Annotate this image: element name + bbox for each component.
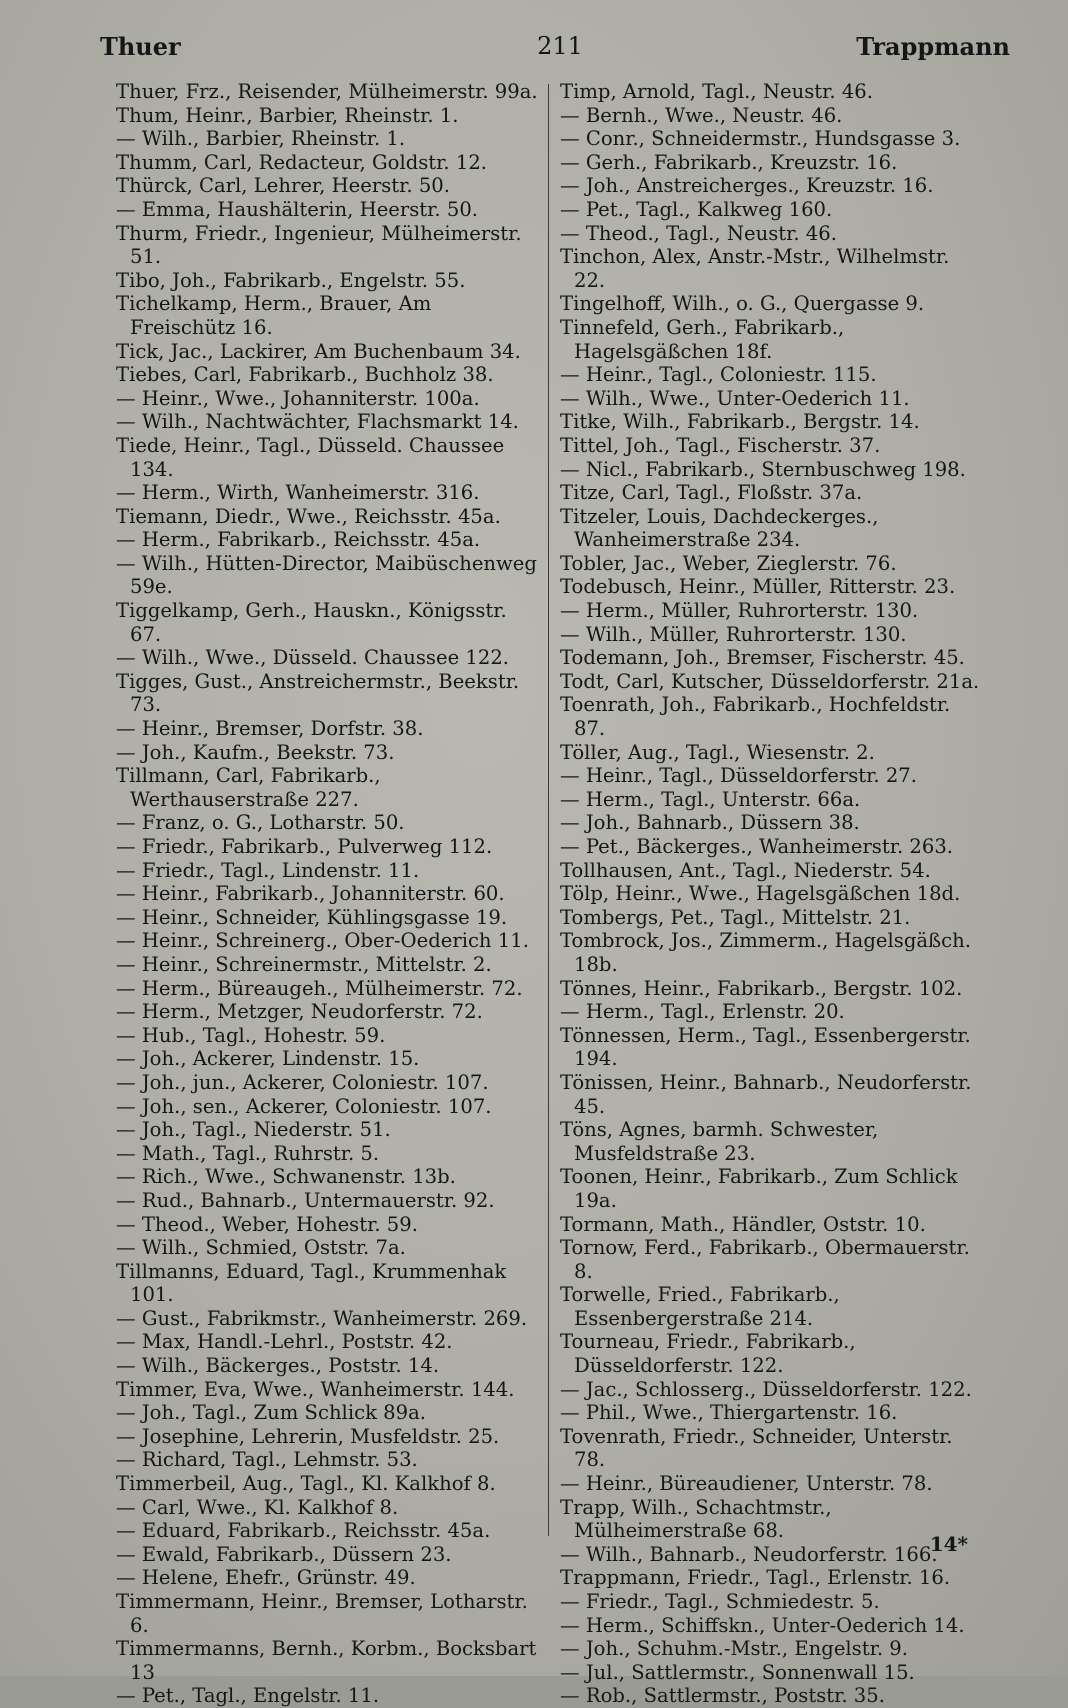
directory-entry: — Heinr., Bremser, Dorfstr. 38. [116,717,424,741]
directory-entry: — Franz, o. G., Lotharstr. 50. [116,811,405,835]
directory-entry: Tönnes, Heinr., Fabrikarb., Bergstr. 102. [560,976,963,1000]
directory-entry: — Heinr., Schneider, Kühlingsgasse 19. [116,905,508,929]
directory-entry: Tornow, Ferd., Fabrikarb., Obermauerstr. 8. [560,1236,970,1283]
directory-entry: — Joh., Kaufm., Beekstr. 73. [116,740,395,764]
directory-entry: — Pet., Bäckerges., Wanheimerstr. 263. [560,835,954,858]
directory-entry: — Joh., Bahnarb., Düssern 38. [560,811,860,835]
directory-entry: — Wilh., Schmied, Oststr. 7a. [116,1236,406,1260]
directory-entry: — Emma, Haushälterin, Heerstr. 50. [116,197,479,221]
directory-entry: Todt, Carl, Kutscher, Düsseldorferstr. 21a. [560,669,980,693]
directory-entry: — Friedr., Tagl., Schmiedestr. 5. [560,1590,880,1613]
directory-entry: Tiebes, Carl, Fabrikarb., Buchholz 38. [116,363,494,387]
directory-entry: — Hub., Tagl., Hohestr. 59. [116,1023,386,1047]
directory-entry: — Wilh., Hütten-Director, Maibüschenweg 59e. [116,551,537,599]
directory-entry: Tillmann, Carl, Fabrikarb., Werthauserstraße 227. [116,764,381,811]
page-header [100,32,1020,72]
directory-entry: Tölp, Heinr., Wwe., Hagelsgäßchen 18d. [560,882,961,906]
directory-entry: Todemann, Joh., Bremser, Fischerstr. 45. [560,646,965,670]
directory-entry: Thumm, Carl, Redacteur, Goldstr. 12. [116,150,488,174]
directory-entry: — Wilh., Bäckerges., Poststr. 14. [116,1354,440,1378]
directory-entry: Thürck, Carl, Lehrer, Heerstr. 50. [116,174,451,198]
directory-entry: Torwelle, Fried., Fabrikarb., Essenbergerstraße 214. [560,1283,840,1330]
directory-entry: — Eduard, Fabrikarb., Reichsstr. 45a. [116,1519,491,1543]
directory-entry: — Joh., Ackerer, Lindenstr. 15. [116,1047,420,1071]
directory-entry: — Herm., Fabrikarb., Reichsstr. 45a. [116,528,481,552]
directory-entry: — Pet., Tagl., Kalkweg 160. [560,197,833,221]
directory-entry: — Wilh., Wwe., Unter-Oederich 11. [560,386,910,410]
directory-entry: Timmermanns, Bernh., Korbm., Bocksbart 13 [116,1637,537,1684]
directory-entry: Trapp, Wilh., Schachtmstr., Mülheimerstraße 68. [560,1495,832,1543]
directory-entry: — Joh., Anstreicherges., Kreuzstr. 16. [560,174,934,198]
directory-entry: — Pet., Tagl., Engelstr. 11. [116,1684,380,1708]
directory-entry: — Richard, Tagl., Lehmstr. 53. [116,1448,418,1472]
directory-entry: Tinnefeld, Gerh., Fabrikarb., Hagelsgäßchen 18f. [560,315,845,363]
directory-entry: — Wilh., Barbier, Rheinstr. 1. [116,127,406,151]
directory-entry: Tollhausen, Ant., Tagl., Niederstr. 54. [560,858,931,882]
right-column [560,80,985,1708]
directory-entry: Tigges, Gust., Anstreichermstr., Beekstr. 73. [116,669,520,717]
directory-entry: Tiemann, Diedr., Wwe., Reichsstr. 45a. [116,504,501,528]
directory-entry: — Gerh., Fabrikarb., Kreuzstr. 16. [560,150,898,174]
directory-entry: Tichelkamp, Herm., Brauer, Am Freischütz 16. [116,292,432,339]
directory-entry: — Herm., Büreaugeh., Mülheimerstr. 72. [116,976,523,1000]
directory-entry: Tingelhoff, Wilh., o. G., Quergasse 9. [560,292,925,316]
directory-entry: — Gust., Fabrikmstr., Wanheimerstr. 269. [116,1306,528,1330]
directory-entry: Tibo, Joh., Fabrikarb., Engelstr. 55. [116,268,466,292]
directory-entry: — Friedr., Tagl., Lindenstr. 11. [116,858,420,882]
directory-entry: — Herm., Metzger, Neudorferstr. 72. [116,1000,483,1024]
directory-entry: Tiggelkamp, Gerh., Hauskn., Königsstr. 67. [116,599,507,646]
directory-entry: — Heinr., Tagl., Düsseldorferstr. 27. [560,764,917,788]
directory-entry: — Math., Tagl., Ruhrstr. 5. [116,1141,380,1165]
directory-entry: — Rich., Wwe., Schwanenstr. 13b. [116,1165,456,1189]
directory-entry: Tillmanns, Eduard, Tagl., Krummenhak 101. [116,1259,507,1307]
directory-entry: — Wilh., Bahnarb., Neudorferstr. 166. [560,1542,938,1566]
directory-entry: Thurm, Friedr., Ingenieur, Mülheimerstr. 51. [116,221,522,269]
directory-entry: Tiede, Heinr., Tagl., Düsseld. Chaussee 134. [116,433,505,481]
directory-entry: — Joh., Tagl., Niederstr. 51. [116,1118,391,1142]
directory-entry: Tombergs, Pet., Tagl., Mittelstr. 21. [560,905,911,929]
directory-entry: — Wilh., Müller, Ruhrorterstr. 130. [560,622,907,646]
directory-entry: — Joh., Schuhm.-Mstr., Engelstr. 9. [560,1637,908,1661]
directory-entry: Tittel, Joh., Tagl., Fischerstr. 37. [560,433,881,457]
directory-entry: Tormann, Math., Händler, Oststr. 10. [560,1212,926,1236]
column-divider [548,84,549,1536]
directory-entry: Tönissen, Heinr., Bahnarb., Neudorferstr. 45. [560,1070,972,1118]
directory-entry: Timp, Arnold, Tagl., Neustr. 46. [560,80,873,103]
directory-entry: — Wilh., Nachtwächter, Flachsmarkt 14. [116,410,519,434]
directory-entry: Tourneau, Friedr., Fabrikarb., Düsseldorferstr. 122. [560,1330,856,1378]
directory-entry: — Rob., Sattlermstr., Poststr. 35. [560,1684,885,1708]
directory-entry: — Helene, Ehefr., Grünstr. 49. [116,1566,416,1590]
directory-entry: — Rud., Bahnarb., Untermauerstr. 92. [116,1188,495,1212]
directory-entry: Tobler, Jac., Weber, Zieglerstr. 76. [560,551,897,575]
directory-entry: — Heinr., Schreinermstr., Mittelstr. 2. [116,952,492,976]
directory-entry: — Nicl., Fabrikarb., Sternbuschweg 198. [560,457,966,481]
directory-entry: — Max, Handl.-Lehrl., Poststr. 42. [116,1330,453,1354]
directory-entry: Timmerbeil, Aug., Tagl., Kl. Kalkhof 8. [116,1472,496,1496]
directory-entry: Töns, Agnes, barmh. Schwester, Musfeldstraße 23. [560,1118,879,1165]
directory-entry: Thum, Heinr., Barbier, Rheinstr. 1. [116,103,459,127]
directory-entry: — Joh., sen., Ackerer, Coloniestr. 107. [116,1094,492,1118]
directory-entry: Tinchon, Alex, Anstr.-Mstr., Wilhelmstr. 22. [560,245,950,292]
header-left-keyword: Thuer [100,32,181,61]
left-column [116,80,541,1708]
directory-entry: Titzeler, Louis, Dachdeckerges., Wanheimerstraße 234. [560,504,879,552]
directory-entry: — Herm., Müller, Ruhrorterstr. 130. [560,599,919,623]
directory-entry: — Joh., Tagl., Zum Schlick 89a. [116,1401,427,1425]
directory-entry: — Herm., Wirth, Wanheimerstr. 316. [116,481,480,505]
directory-entry: — Carl, Wwe., Kl. Kalkhof 8. [116,1495,399,1519]
directory-entry: Tovenrath, Friedr., Schneider, Unterstr. 78. [560,1424,953,1472]
directory-entry: — Theod., Tagl., Neustr. 46. [560,221,837,245]
directory-entry: — Heinr., Wwe., Johanniterstr. 100a. [116,386,480,410]
directory-entry: — Wilh., Wwe., Düsseld. Chaussee 122. [116,646,510,670]
directory-entry: — Heinr., Fabrikarb., Johanniterstr. 60. [116,882,505,906]
directory-entry: Toenrath, Joh., Fabrikarb., Hochfeldstr. 87. [560,693,951,741]
signature-mark: 14* [929,1532,968,1556]
directory-entry: — Herm., Tagl., Erlenstr. 20. [560,1000,845,1024]
directory-entry: Thuer, Frz., Reisender, Mülheimerstr. 99a. [116,80,538,103]
directory-entry: Titze, Carl, Tagl., Floßstr. 37a. [560,481,863,505]
directory-entry: — Conr., Schneidermstr., Hundsgasse 3. [560,127,961,151]
header-right-keyword: Trappmann [856,32,1010,61]
directory-entry: Titke, Wilh., Fabrikarb., Bergstr. 14. [560,410,920,434]
directory-entry: Todebusch, Heinr., Müller, Ritterstr. 23. [560,575,956,599]
directory-entry: Timmermann, Heinr., Bremser, Lotharstr. 6. [116,1590,528,1637]
directory-entry: — Josephine, Lehrerin, Musfeldstr. 25. [116,1424,500,1448]
directory-entry: — Herm., Schiffskn., Unter-Oederich 14. [560,1613,965,1637]
directory-entry: — Joh., jun., Ackerer, Coloniestr. 107. [116,1070,489,1094]
directory-entry: — Jul., Sattlermstr., Sonnenwall 15. [560,1660,915,1684]
directory-entry: Toonen, Heinr., Fabrikarb., Zum Schlick 19a. [560,1165,958,1212]
directory-entry: Töller, Aug., Tagl., Wiesenstr. 2. [560,740,875,764]
directory-entry: Tönnessen, Herm., Tagl., Essenbergerstr. 194. [560,1023,971,1071]
directory-entry: — Heinr., Büreaudiener, Unterstr. 78. [560,1472,933,1496]
directory-entry: — Friedr., Fabrikarb., Pulverweg 112. [116,835,493,858]
directory-entry: — Jac., Schlosserg., Düsseldorferstr. 122. [560,1377,972,1401]
directory-entry: — Bernh., Wwe., Neustr. 46. [560,103,843,127]
page-number: 211 [537,32,583,60]
directory-entry: Tick, Jac., Lackirer, Am Buchenbaum 34. [116,339,521,363]
directory-entry: — Herm., Tagl., Unterstr. 66a. [560,787,861,811]
directory-entry: Trappmann, Friedr., Tagl., Erlenstr. 16. [560,1566,951,1590]
directory-entry: — Theod., Weber, Hohestr. 59. [116,1212,418,1236]
directory-entry: Tombrock, Jos., Zimmerm., Hagelsgäßch. 18b. [560,929,971,976]
directory-entry: Timmer, Eva, Wwe., Wanheimerstr. 144. [116,1377,515,1401]
directory-entry: — Phil., Wwe., Thiergartenstr. 16. [560,1401,898,1425]
directory-entry: — Heinr., Schreinerg., Ober-Oederich 11. [116,929,529,953]
directory-entry: — Ewald, Fabrikarb., Düssern 23. [116,1542,452,1566]
directory-entry: — Heinr., Tagl., Coloniestr. 115. [560,363,877,387]
